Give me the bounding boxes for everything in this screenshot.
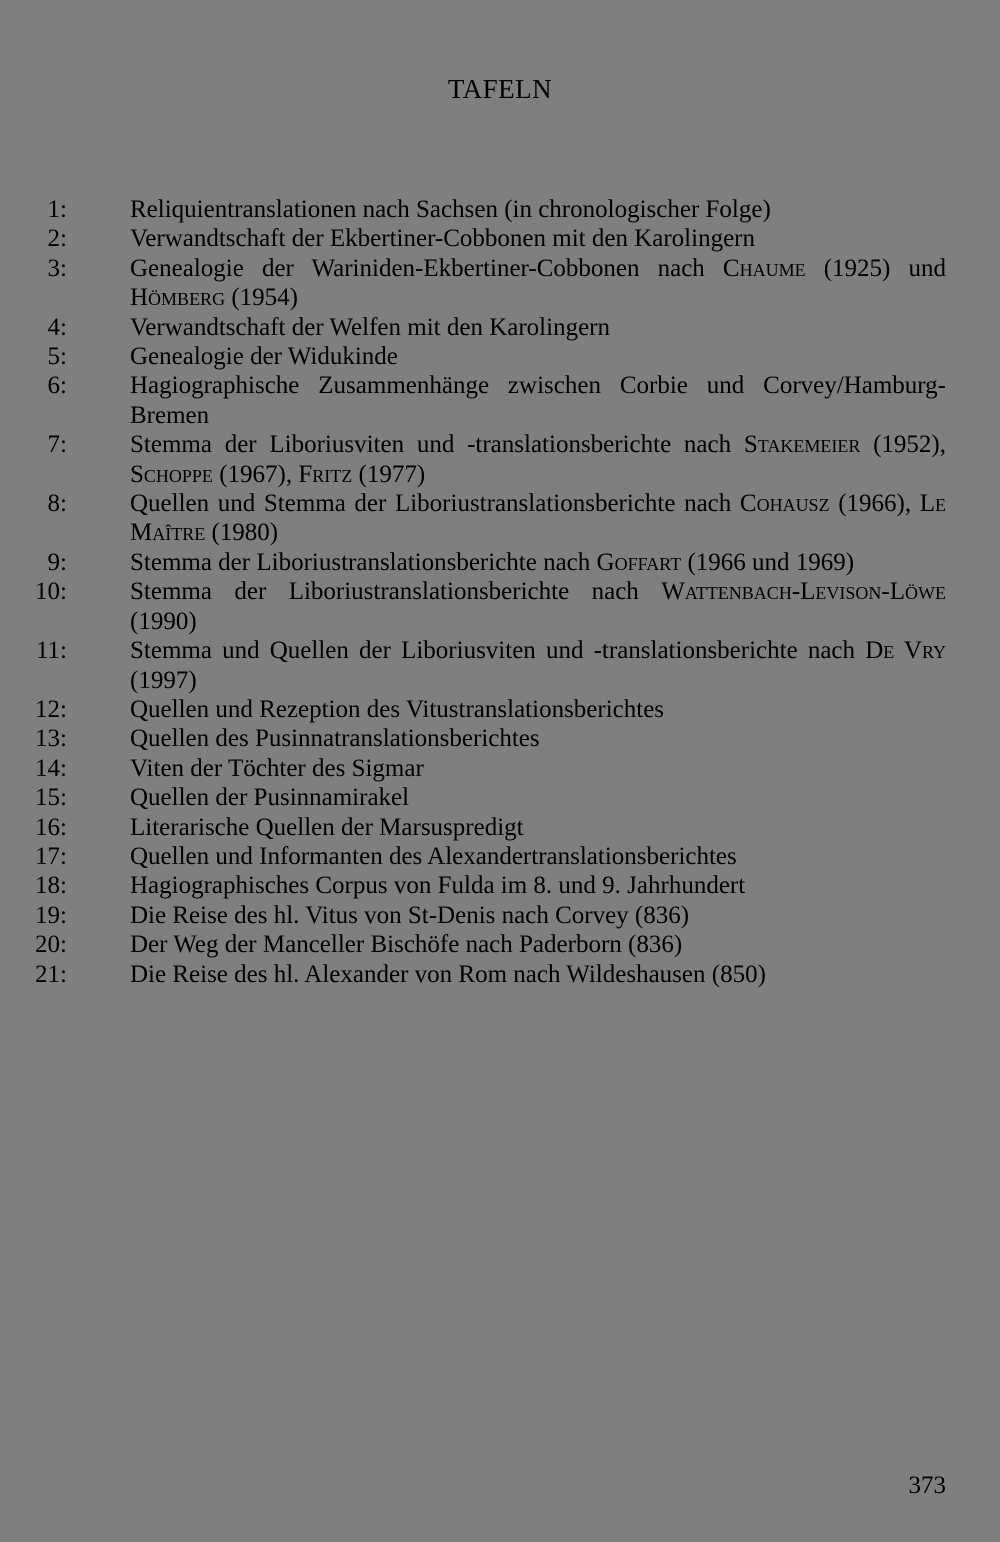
page-title: TAFELN [447, 74, 553, 104]
entry-text [130, 430, 946, 489]
list-item [0, 901, 1000, 930]
entry-text-segment: Reliquientranslationen nach Sachsen (in chronologischer Folge) [130, 196, 771, 223]
list-item [0, 930, 1000, 959]
entry-text-segment: Der Weg der Manceller Bischöfe nach Paderborn (836) [130, 931, 683, 959]
entry-text-segment: Die Reise des hl. Alexander von Rom nach Wildeshausen (850) [130, 960, 766, 988]
entry-number: 12: [35, 695, 67, 723]
list-item [0, 254, 1000, 313]
entry-number: 10: [35, 578, 67, 606]
entry-number: 18: [35, 872, 67, 900]
entry-text [130, 871, 946, 900]
entry-number: 15: [35, 784, 67, 812]
list-item [0, 430, 1000, 489]
entry-text [130, 548, 946, 577]
entry-text-segment: (1966 und 1969) [681, 548, 855, 576]
entry-text-segment: Literarische Quellen der Marsuspredigt [130, 813, 524, 841]
author-name: Cohausz [739, 490, 830, 518]
entry-text [130, 577, 946, 636]
plates-list [0, 195, 1000, 989]
author-name: Hömberg [130, 284, 226, 312]
entry-number: 2: [47, 225, 67, 253]
list-item [0, 636, 1000, 695]
author-name: Fritz [298, 460, 353, 488]
list-item [0, 371, 1000, 430]
entry-text-segment: Viten der Töchter des Sigmar [130, 754, 424, 782]
entry-text-segment: Hagiographisches Corpus von Fulda im 8. und 9. Jahrhundert [130, 872, 746, 900]
entry-text [130, 960, 946, 989]
entry-text [130, 489, 946, 548]
entry-text-segment: Verwandtschaft der Ekbertiner-Cobbonen mit den Karolingern [130, 225, 755, 253]
entry-text-segment: Verwandtschaft der Welfen mit den Karolingern [130, 313, 610, 341]
list-item [0, 813, 1000, 842]
entry-number: 4: [47, 313, 67, 341]
entry-text [130, 695, 946, 724]
list-item [0, 489, 1000, 548]
entry-text [130, 313, 946, 342]
list-item [0, 724, 1000, 753]
entry-text-segment: (1966), [829, 490, 920, 518]
entry-text-segment: Stemma der Liboriustranslationsberichte nach [130, 548, 597, 576]
page-number: 373 [908, 1472, 946, 1499]
list-item [0, 871, 1000, 900]
entry-text-segment: (1980) [205, 519, 279, 547]
list-item [0, 577, 1000, 636]
entry-text-segment: (1925) und [805, 254, 946, 282]
list-item [0, 195, 1000, 224]
entry-text-segment: Quellen und Rezeption des Vitustranslationsberichtes [130, 695, 665, 723]
entry-number: 9: [47, 548, 67, 576]
entry-text-segment: Quellen des Pusinnatranslationsberichtes [130, 725, 540, 753]
entry-number: 19: [35, 901, 67, 929]
entry-text [130, 636, 946, 695]
entry-text-segment: Die Reise des hl. Vitus von St-Denis nach Corvey (836) [130, 901, 690, 929]
list-item [0, 342, 1000, 371]
entry-text [130, 224, 946, 253]
entry-text [130, 842, 946, 871]
list-item [0, 548, 1000, 577]
entry-text-segment: (1954) [225, 284, 298, 312]
entry-number: 8: [47, 490, 67, 518]
list-item [0, 695, 1000, 724]
entry-text [130, 724, 946, 753]
entry-text-segment: Hagiographische Zusammenhänge zwischen Corbie und Corvey/Hamburg-Bremen [130, 372, 946, 429]
entry-number: 11: [35, 637, 67, 665]
entry-text-segment: (1997) [130, 666, 197, 694]
list-item [0, 783, 1000, 812]
list-item [0, 842, 1000, 871]
entry-text [130, 783, 946, 812]
entry-text [130, 254, 946, 313]
entry-text-segment: (1952), [860, 431, 947, 459]
author-name: Schoppe [130, 460, 213, 488]
entry-text-segment: Quellen der Pusinnamirakel [130, 784, 410, 812]
entry-text-segment: Stemma der Liboriusviten und -translationsberichte nach [130, 431, 744, 459]
author-name: Goffart [596, 548, 682, 576]
entry-text-segment: (1967), [212, 460, 299, 488]
entry-text [130, 342, 946, 371]
entry-text [130, 371, 946, 430]
list-item [0, 960, 1000, 989]
entry-text-segment: Stemma und Quellen der Liboriusviten und -translationsberichte nach [130, 637, 866, 665]
author-name: Chaume [722, 254, 806, 282]
entry-number: 6: [47, 372, 67, 400]
entry-number: 1: [47, 196, 67, 223]
list-item [0, 754, 1000, 783]
entry-number: 17: [35, 842, 67, 870]
entry-number: 3: [47, 254, 67, 282]
entry-number: 21: [35, 960, 67, 988]
entry-number: 13: [35, 725, 67, 753]
list-item [0, 224, 1000, 253]
entry-number: 14: [35, 754, 67, 782]
entry-text [130, 813, 946, 842]
author-name: Stakemeier [743, 431, 861, 459]
entry-text-segment: Quellen und Informanten des Alexandertranslationsberichtes [130, 842, 737, 870]
entry-text [130, 754, 946, 783]
entry-text-segment: (1977) [352, 460, 426, 488]
entry-number: 5: [47, 343, 67, 371]
entry-number: 7: [47, 431, 67, 459]
author-name: Wattenbach-Levison-Löwe [661, 578, 946, 606]
entry-text [130, 195, 946, 224]
entry-text-segment: Quellen und Stemma der Liboriustranslationsberichte nach [130, 490, 740, 518]
entry-number: 20: [35, 931, 67, 959]
entry-text [130, 901, 946, 930]
author-name: De Vry [865, 637, 947, 665]
author-name: Le Maître [130, 490, 946, 547]
list-item [0, 313, 1000, 342]
entry-text-segment: Genealogie der Widukinde [130, 343, 398, 371]
entry-text [130, 930, 946, 959]
entry-text-segment: Genealogie der Wariniden-Ekbertiner-Cobbonen nach [130, 254, 723, 282]
entry-number: 16: [35, 813, 67, 841]
entry-text-segment: (1990) [130, 607, 197, 635]
entry-text-segment: Stemma der Liboriustranslationsberichte nach [130, 578, 662, 606]
